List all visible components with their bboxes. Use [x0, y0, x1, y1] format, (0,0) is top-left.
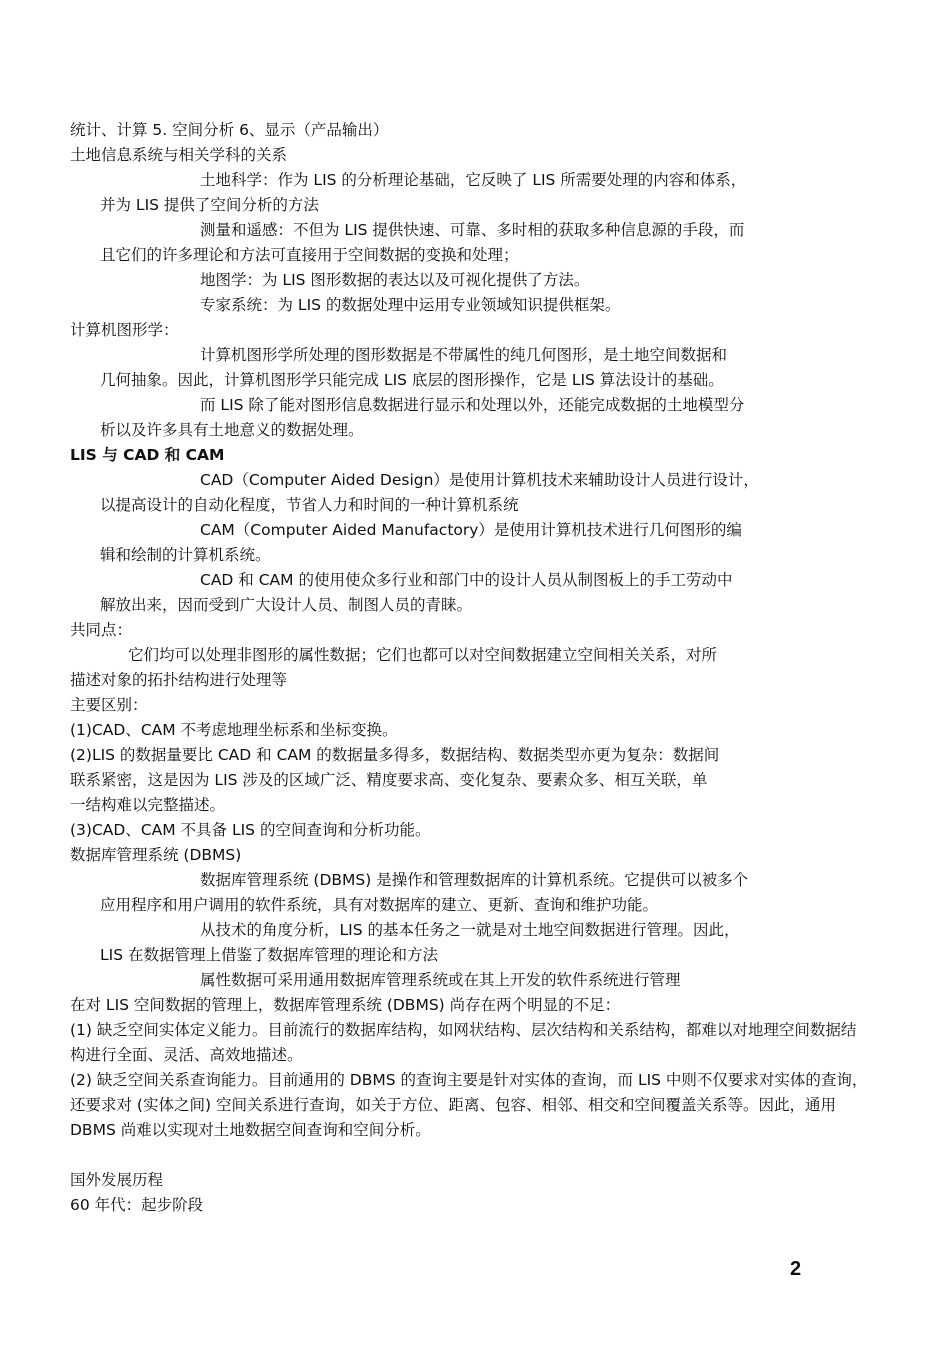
text-line: 土地科学：作为 LIS 的分析理论基础，它反映了 LIS 所需要处理的内容和体系，: [200, 171, 747, 189]
text-line: 而 LIS 除了能对图形信息数据进行显示和处理以外，还能完成数据的土地模型分: [200, 396, 745, 414]
text-line: 在对 LIS 空间数据的管理上，数据库管理系统 (DBMS) 尚存在两个明显的不足：: [70, 996, 621, 1014]
text-line: 联系紧密，这是因为 LIS 涉及的区域广泛、精度要求高、变化复杂、要素众多、相互关联，单: [70, 771, 708, 789]
list-item: (1) 缺乏空间实体定义能力。目前流行的数据库结构，如网状结构、层次结构和关系结构，都难以对地理空间数据结构进行全面、灵活、高效地描述。: [70, 1021, 857, 1064]
text-line: LIS 在数据管理上借鉴了数据库管理的理论和方法: [100, 946, 438, 964]
text-line: 且它们的许多理论和方法可直接用于空间数据的变换和处理；: [100, 246, 519, 264]
text-line: 从技术的角度分析，LIS 的基本任务之一就是对土地空间数据进行管理。因此，: [200, 921, 740, 939]
text-line: 几何抽象。因此，计算机图形学只能完成 LIS 底层的图形操作，它是 LIS 算法设计的基础。: [100, 371, 724, 389]
text-line: 计算机图形学所处理的图形数据是不带属性的纯几何图形，是土地空间数据和: [200, 346, 728, 364]
list-item: (2) 缺乏空间关系查询能力。目前通用的 DBMS 的查询主要是针对实体的查询，而 LIS 中则不仅要求对实体的查询，还要求对 (实体之间) 空间关系进行查询，如关于方位、距离、包容、相邻、相交和空间覆盖关系等。因此，通用 DBMS 尚难以实现对土地数据空间查询和空间分析。: [70, 1071, 868, 1139]
text-line: 属性数据可采用通用数据库管理系统或在其上开发的软件系统进行管理: [200, 971, 681, 989]
text-line: CAD 和 CAM 的使用使众多行业和部门中的设计人员从制图板上的手工劳动中: [200, 571, 733, 589]
section-heading: 计算机图形学：: [70, 321, 179, 339]
page-body: [70, 118, 870, 1218]
page-number: 2: [790, 1258, 802, 1280]
text-line: 数据库管理系统 (DBMS) 是操作和管理数据库的计算机系统。它提供可以被多个: [200, 871, 749, 889]
text-line: 以提高设计的自动化程度，节省人力和时间的一种计算机系统: [100, 496, 519, 514]
text-line: 并为 LIS 提供了空间分析的方法: [100, 196, 319, 214]
text-line: 60 年代：起步阶段: [70, 1196, 204, 1214]
text-line: 析以及许多具有土地意义的数据处理。: [100, 421, 364, 439]
section-heading: 共同点：: [70, 621, 133, 639]
list-item: (1)CAD、CAM 不考虑地理坐标系和坐标变换。: [70, 721, 398, 739]
section-heading: 土地信息系统与相关学科的关系: [70, 146, 288, 164]
section-heading: 国外发展历程: [70, 1171, 164, 1189]
text-line: CAM（Computer Aided Manufactory）是使用计算机技术进行几何图形的编: [200, 521, 742, 539]
text-line: 描述对象的拓扑结构进行处理等: [70, 671, 288, 689]
text-line: 它们均可以处理非图形的属性数据；它们也都可以对空间数据建立空间相关关系，对所: [128, 646, 718, 664]
text-line: 统计、计算 5. 空间分析 6、显示（产品输出）: [70, 121, 389, 139]
list-item: (3)CAD、CAM 不具备 LIS 的空间查询和分析功能。: [70, 821, 431, 839]
text-line: 解放出来，因而受到广大设计人员、制图人员的青睐。: [100, 596, 473, 614]
text-line: 专家系统：为 LIS 的数据处理中运用专业领域知识提供框架。: [200, 296, 621, 314]
section-heading: 主要区别：: [70, 696, 148, 714]
text-line: CAD（Computer Aided Design）是使用计算机技术来辅助设计人员进行设计，: [200, 471, 759, 489]
list-item: (2)LIS 的数据量要比 CAD 和 CAM 的数据量多得多，数据结构、数据类型亦更为复杂：数据间: [70, 746, 720, 764]
section-heading: 数据库管理系统 (DBMS): [70, 846, 242, 864]
text-line: 辑和绘制的计算机系统。: [100, 546, 271, 564]
spacer: [70, 1143, 870, 1168]
text-line: 地图学：为 LIS 图形数据的表达以及可视化提供了方法。: [200, 271, 590, 289]
text-line: 一结构难以完整描述。: [70, 796, 226, 814]
text-line: 测量和遥感：不但为 LIS 提供快速、可靠、多时相的获取多种信息源的手段，而: [200, 221, 745, 239]
section-heading: LIS 与 CAD 和 CAM: [70, 446, 225, 464]
text-line: 应用程序和用户调用的软件系统，具有对数据库的建立、更新、查询和维护功能。: [100, 896, 659, 914]
